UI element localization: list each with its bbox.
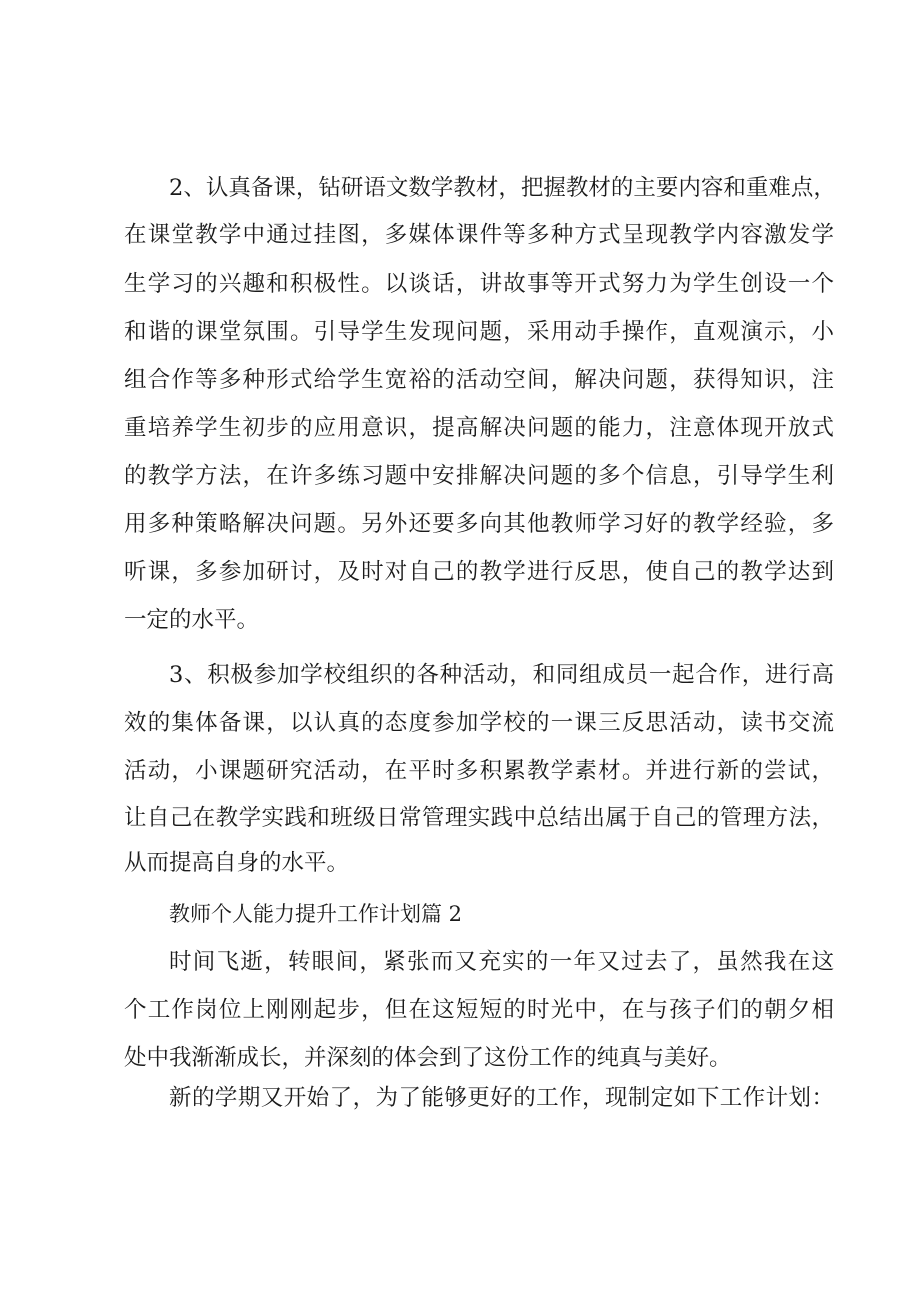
paragraph-1-line-2: 在课堂教学中通过挂图，多媒体课件等多种方式呈现教学内容激发学	[124, 222, 834, 248]
paragraph-2-line-5: 从而提高自身的水平。	[124, 850, 350, 876]
paragraph-1-line-9: 听课，多参加研讨，及时对自己的教学进行反思，使自己的教学达到	[124, 559, 834, 585]
paragraph-1-line-7: 的教学方法，在许多练习题中安排解决问题的多个信息，引导学生利	[124, 463, 834, 489]
paragraph-1-line-10: 一定的水平。	[124, 607, 260, 633]
paragraph-1-line-5: 组合作等多种形式给学生宽裕的活动空间，解决问题，获得知识，注	[124, 367, 834, 393]
paragraph-3-line-3: 处中我渐渐成长，并深刻的体会到了这份工作的纯真与美好。	[124, 1045, 732, 1071]
paragraph-3-line-1: 时间飞逝，转眼间，紧张而又充实的一年又过去了，虽然我在这	[169, 949, 834, 975]
paragraph-1-line-1: 2、认真备课，钻研语文数学教材，把握教材的主要内容和重难点，	[169, 175, 836, 201]
paragraph-3-line-2: 个工作岗位上刚刚起步，但在这短短的时光中，在与孩子们的朝夕相	[124, 997, 834, 1023]
paragraph-2-line-4: 让自己在教学实践和班级日常管理实践中总结出属于自己的管理方法，	[124, 805, 834, 831]
paragraph-2-line-2: 效的集体备课，以认真的态度参加学校的一课三反思活动，读书交流	[124, 710, 834, 736]
paragraph-2-line-1: 3、积极参加学校组织的各种活动，和同组成员一起合作，进行高	[169, 662, 834, 688]
paragraph-4-line-1: 新的学期又开始了，为了能够更好的工作，现制定如下工作计划：	[169, 1085, 834, 1111]
paragraph-2-line-3: 活动，小课题研究活动，在平时多积累教学素材。并进行新的尝试，	[124, 758, 834, 784]
paragraph-1-line-4: 和谐的课堂氛围。引导学生发现问题，采用动手操作，直观演示，小	[124, 319, 834, 345]
section-heading: 教师个人能力提升工作计划篇 2	[169, 902, 463, 926]
paragraph-1-line-3: 生学习的兴趣和积极性。以谈话，讲故事等开式努力为学生创设一个	[124, 271, 834, 297]
paragraph-1-line-6: 重培养学生初步的应用意识，提高解决问题的能力，注意体现开放式	[124, 415, 834, 441]
paragraph-1-line-8: 用多种策略解决问题。另外还要多向其他教师学习好的教学经验，多	[124, 511, 834, 537]
